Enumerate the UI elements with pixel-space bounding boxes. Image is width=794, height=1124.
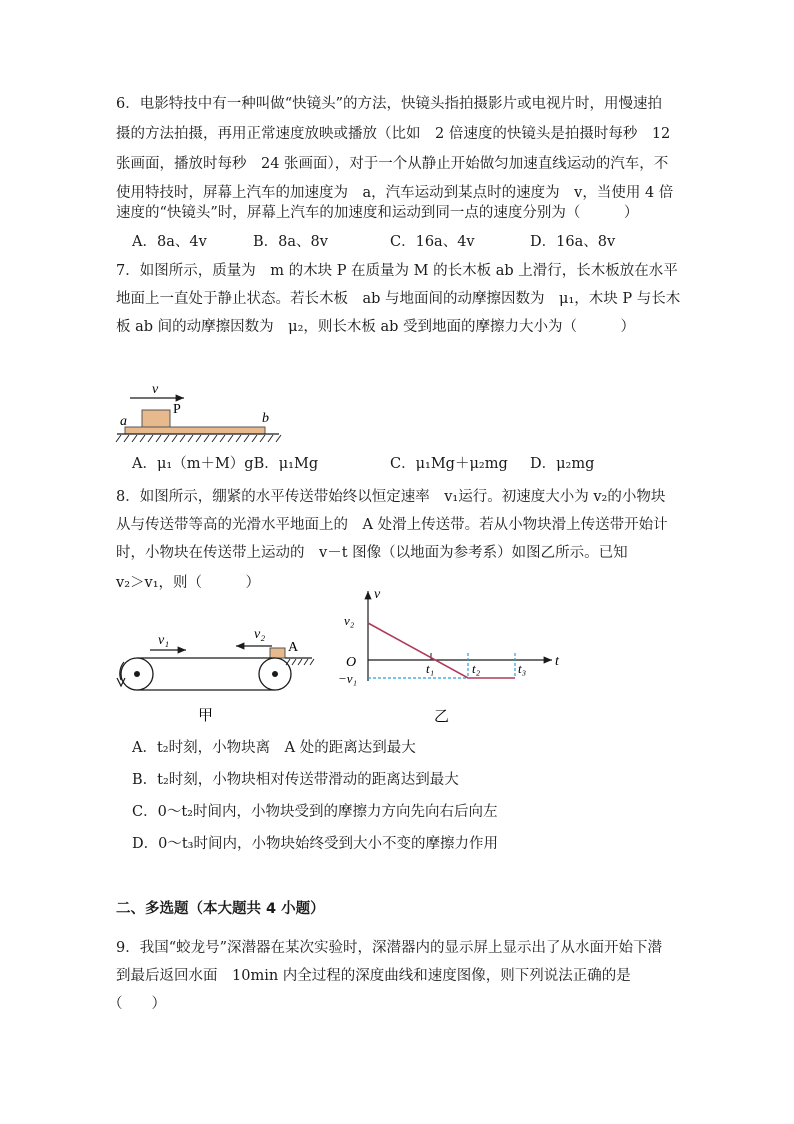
q8-jia-a-label: A <box>288 640 299 655</box>
q6-line-4: 使用特技时，屏幕上汽车的加速度为 a，汽车运动到某点时的速度为 v，当使用 4 倍 <box>116 185 674 201</box>
q8-yi-t3-label: t₃ <box>518 661 527 676</box>
q6-line-5: 速度的“快镜头”时，屏幕上汽车的加速度和运动到同一点的速度分别为（ ） <box>116 205 639 221</box>
q7-ground-hatch <box>116 435 281 442</box>
q8-line-3: 时，小物块在传送带上运动的 v－t 图像（以地面为参考系）如图乙所示。已知 <box>116 545 628 561</box>
q6-option-c: C．16a、4v <box>390 234 475 250</box>
q7-b-label: b <box>262 411 269 426</box>
section-heading-multiple-choice: 二、多选题（本大题共 4 小题） <box>116 901 325 917</box>
q8-conveyor-figure-jia <box>112 620 327 725</box>
q7-line-3: 板 ab 间的动摩擦因数为 μ₂，则长木板 ab 受到地面的摩擦力大小为（ ） <box>116 319 636 335</box>
q8-yi-v-label: v <box>374 587 381 602</box>
q8-jia-v1-label: v₁ <box>158 633 170 648</box>
q7-block-p <box>142 410 170 427</box>
q8-yi-t-label: t <box>555 654 559 669</box>
q8-option-c: C．0～t₂时间内，小物块受到的摩擦力方向先向右后向左 <box>132 804 498 820</box>
q7-option-d: D．μ₂mg <box>530 456 595 472</box>
q9-line-1: 9．我国“蛟龙号”深潜器在某次实验时，深潜器内的显示屏上显示出了从水面开始下潜 <box>116 940 663 956</box>
q8-yi-caption: 乙 <box>434 709 450 725</box>
q8-option-a: A．t₂时刻，小物块离 A 处的距离达到最大 <box>132 740 416 756</box>
q7-a-label: a <box>120 414 127 429</box>
q6-option-d: D．16a、8v <box>530 234 616 250</box>
q8-line-1: 8．如图所示，绷紧的水平传送带始终以恒定速率 v₁运行。初速度大小为 v₂的小物块 <box>116 489 666 505</box>
q9-line-3: （ ） <box>108 996 166 1012</box>
q8-yi-neg-v1-label: −v₁ <box>338 671 358 686</box>
q7-v-label: v <box>152 382 159 397</box>
q7-option-a-b: A．μ₁（m＋M）gB．μ₁Mg <box>132 456 319 472</box>
q8-yi-t2-label: t₂ <box>472 661 481 676</box>
q7-line-2: 地面上一直处于静止状态。若长木板 ab 与地面间的动摩擦因数为 μ₁，木块 P 与长木 <box>116 291 681 307</box>
q8-yi-origin-label: O <box>346 655 357 670</box>
q8-line-2: 从与传送带等高的光滑水平地面上的 A 处滑上传送带。若从小物块滑上传送带开始计 <box>116 517 668 533</box>
q8-vt-curve <box>368 623 515 678</box>
q8-option-b: B．t₂时刻，小物块相对传送带滑动的距离达到最大 <box>132 772 459 788</box>
q6-line-1: 6．电影特技中有一种叫做“快镜头”的方法，快镜头指拍摄影片或电视片时，用慢速拍 <box>116 96 663 112</box>
q8-floor-hatch <box>286 659 314 665</box>
q7-line-1: 7．如图所示，质量为 m 的木块 P 在质量为 M 的长木板 ab 上滑行，长木板放在水平 <box>116 263 678 279</box>
q8-jia-v2-label: v₂ <box>254 627 266 642</box>
q8-option-d: D．0～t₃时间内，小物块始终受到大小不变的摩擦力作用 <box>132 836 498 852</box>
q7-p-label: P <box>173 402 181 417</box>
q7-long-board <box>125 427 265 434</box>
q7-option-c: C．μ₁Mg＋μ₂mg <box>390 456 508 472</box>
q6-line-2: 摄的方法拍摄，再用正常速度放映或播放（比如 2 倍速度的快镜头是拍摄时每秒 12 <box>116 126 671 142</box>
q8-line-4: v₂＞v₁，则（ ） <box>116 575 261 591</box>
q8-yi-t1-label: t₁ <box>426 661 435 676</box>
q7-block-on-board-figure <box>112 378 287 446</box>
q9-line-2: 到最后返回水面 10min 内全过程的深度曲线和速度图像，则下列说法正确的是 <box>116 968 631 984</box>
q6-option-a: A．8a、4v <box>132 234 207 250</box>
q8-small-block <box>270 648 285 658</box>
q8-jia-caption: 甲 <box>198 708 214 724</box>
q8-yi-v2-label: v₂ <box>344 613 355 628</box>
q6-line-3: 张画面，播放时每秒 24 张画面），对于一个从静止开始做匀加速直线运动的汽车，不 <box>116 156 669 172</box>
q8-vt-graph-yi <box>330 585 570 725</box>
q6-option-b: B．8a、8v <box>253 234 328 250</box>
